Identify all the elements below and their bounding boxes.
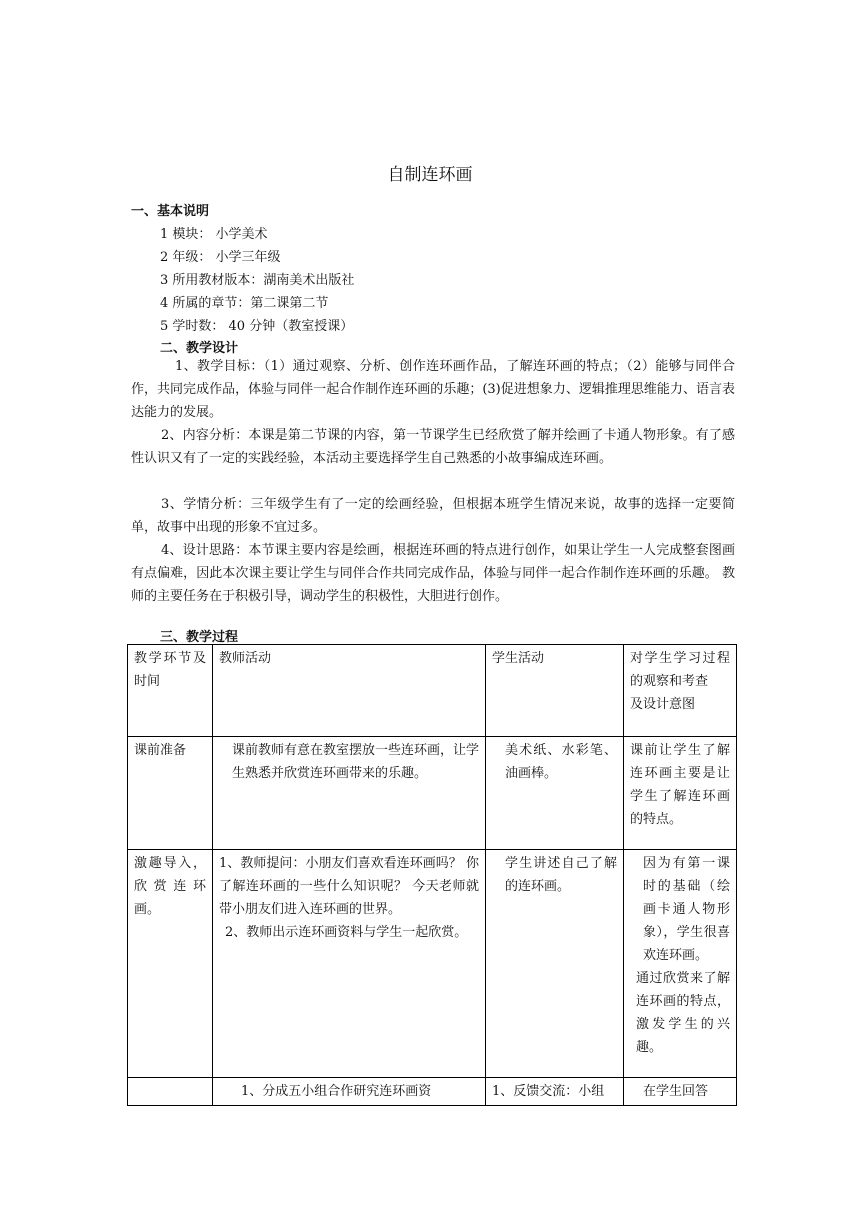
teaching-process-table: [127, 644, 737, 1106]
cell-stage: 激趣导入，欣赏连环画。: [128, 850, 213, 1078]
cell-design: 在学生回答: [624, 1078, 737, 1106]
cell-student: 1、反馈交流：小组: [486, 1078, 624, 1106]
cell-student: 美术纸、水彩笔、油画棒。: [486, 737, 624, 850]
paragraph-learner-analysis-text: 3、学情分析：三年级学生有了一定的绘画经验，但根据本班学生情况来说，故事的选择一定要简单，故事中出现的形象不宜过多。: [131, 497, 735, 535]
section-heading-basic: 一、基本说明: [131, 204, 210, 219]
table-row: [128, 850, 737, 1078]
table-row: [128, 1078, 737, 1106]
paragraph-design-idea-text: 4、设计思路：本节课主要内容是绘画，根据连环画的特点进行创作，如果让学生一人完成整套图画有点偏难，因此本次课主要让学生与同伴合作共同完成作品，体验与同伴一起合作制作连环画的乐趣。 教师的主要任务在于积极引导，调动学生的积极性，大胆进行创作。: [131, 543, 735, 604]
info-line-module: 1 模块： 小学美术: [160, 227, 268, 242]
paragraph-content-analysis-text: 2、内容分析：本课是第二节课的内容，第一节课学生已经欣赏了解并绘画了卡通人物形象。有了感性认识又有了一定的实践经验，本活动主要选择学生自己熟悉的小故事编成连环画。: [131, 428, 735, 466]
cell-design: 因为有第一课时的基础（绘画卡通人物形象），学生很喜欢连环画。 通过欣赏来了解连环画的特点，激发学生的兴趣。: [624, 850, 737, 1078]
header-student: 学生活动: [486, 645, 624, 737]
header-stage: 教学环节及时间: [128, 645, 213, 737]
cell-teacher: 1、分成五小组合作研究连环画资: [213, 1078, 486, 1106]
cell-teacher: 课前教师有意在教室摆放一些连环画，让学生熟悉并欣赏连环画带来的乐趣。: [213, 737, 486, 850]
paragraph-objectives: [131, 355, 735, 424]
page-title: 自制连环画: [387, 165, 473, 185]
info-line-hours: 5 学时数： 40 分钟（教室授课）: [160, 319, 354, 334]
info-line-chapter: 4 所属的章节：第二课第二节: [160, 296, 329, 311]
cell-stage: [128, 1078, 213, 1106]
section-heading-process: 三、教学过程: [160, 630, 239, 645]
table-row: [128, 737, 737, 850]
cell-stage: 课前准备: [128, 737, 213, 850]
paragraph-design-idea: [131, 539, 735, 608]
info-line-textbook: 3 所用教材版本：湖南美术出版社: [160, 273, 355, 288]
paragraph-objectives-text: 1、教学目标：（1）通过观察、分析、创作连环画作品，了解连环画的特点；（2）能够与同伴合作，共同完成作品，体验与同伴一起合作制作连环画的乐趣；(3)促进想象力、逻辑推理思维能力、语言表达能力的发展。: [131, 359, 735, 420]
cell-teacher: 1、教师提问：小朋友们喜欢看连环画吗？ 你了解连环画的一些什么知识呢？ 今天老师就带小朋友们进入连环画的世界。 2、教师出示连环画资料与学生一起欣赏。: [213, 850, 486, 1078]
section-heading-design: 二、教学设计: [160, 341, 239, 356]
table-header-row: [128, 645, 737, 737]
header-teacher: 教师活动: [213, 645, 486, 737]
header-design: 对学生学习过程的观察和考查 及设计意图: [624, 645, 737, 737]
paragraph-content-analysis: [131, 424, 735, 470]
info-line-grade: 2 年级： 小学三年级: [160, 250, 281, 265]
cell-design: 课前让学生了解连环画主要是让学生了解连环画的特点。: [624, 737, 737, 850]
paragraph-learner-analysis: [131, 493, 735, 539]
cell-student: 学生讲述自己了解的连环画。: [486, 850, 624, 1078]
